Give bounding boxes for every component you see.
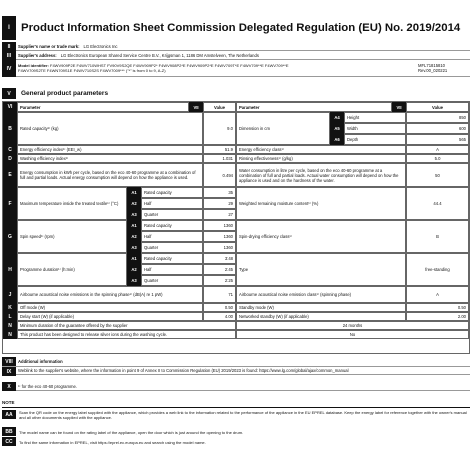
supplier-address-value: LG Electronics European Shared Service Centre B.V., Krijgsman 1, 1186 DM Amstelveen, The Netherlands bbox=[60, 52, 259, 58]
sub-label: Rated capacity bbox=[141, 187, 203, 198]
sub-code: A1 bbox=[127, 220, 141, 231]
parameter-label: Minimum duration of the guarantee offered by the supplier bbox=[17, 321, 236, 330]
section-number: II bbox=[2, 42, 16, 51]
sub-code: A1 bbox=[127, 187, 141, 198]
parameter-value: A bbox=[406, 286, 469, 303]
parameter-label: Maximum temperature inside the treated textile¹⁾ (°C) bbox=[17, 187, 127, 220]
supplier-block bbox=[2, 42, 470, 77]
parameter-value: 5.0 bbox=[406, 154, 469, 163]
section-number: X bbox=[2, 382, 16, 391]
parameter-label: Delay start (W) (if applicable) bbox=[17, 312, 203, 321]
row-code: D bbox=[3, 154, 17, 163]
parameter-label: Washing efficiency index¹⁾ bbox=[17, 154, 203, 163]
sub-value: 600 bbox=[406, 123, 469, 134]
sub-label: Half bbox=[141, 264, 203, 275]
parameter-value: 51.9 bbox=[203, 145, 236, 154]
row-code: N bbox=[3, 321, 17, 330]
sub-label: Half bbox=[141, 198, 203, 209]
row-code: B bbox=[3, 112, 17, 145]
sub-row bbox=[127, 198, 236, 209]
parameter-value: 4.00 bbox=[203, 312, 236, 321]
title-row bbox=[2, 16, 470, 40]
row-code: K bbox=[3, 303, 17, 312]
parameter-value: 2.00 bbox=[406, 312, 469, 321]
note-title: NOTE bbox=[2, 400, 470, 408]
supplier-address-label: Supplier's address: bbox=[18, 52, 57, 58]
row-code: L bbox=[3, 312, 17, 321]
section-number: III bbox=[2, 51, 16, 60]
parameter-label: Weighted remaining moisture content¹⁾ (%) bbox=[236, 187, 406, 220]
sub-row bbox=[127, 275, 236, 286]
parameter-label: Type bbox=[236, 253, 406, 286]
row-code: J bbox=[3, 286, 17, 303]
parameter-value: 0.50 bbox=[406, 303, 469, 312]
column-header-value: Value bbox=[203, 102, 236, 112]
parameter-label: Spin speed¹⁾ (rpm) bbox=[17, 220, 127, 253]
parameter-value: 44.4 bbox=[406, 187, 469, 220]
table-row bbox=[3, 303, 469, 312]
column-header-code: VII bbox=[189, 102, 203, 112]
table-header-row bbox=[3, 102, 469, 112]
row-code: IX bbox=[2, 367, 16, 376]
table-row bbox=[3, 145, 469, 154]
model-identifier-label: Model identifier: bbox=[18, 63, 49, 68]
supplier-address-row bbox=[2, 51, 470, 60]
sub-label: Depth bbox=[344, 134, 406, 145]
sub-code: A2 bbox=[127, 231, 141, 242]
spin-subtable bbox=[127, 220, 236, 253]
document-code bbox=[418, 60, 470, 76]
sub-row bbox=[330, 134, 469, 145]
model-identifier-row bbox=[2, 60, 470, 77]
note-text: To find the same information in EPREL, visit https://eprel.ec.europa.eu and search using the model name. bbox=[19, 439, 206, 445]
sub-row bbox=[127, 242, 236, 253]
parameter-label: Energy efficiency index¹⁾ (EEI_w) bbox=[17, 145, 203, 154]
supplier-name-row bbox=[2, 42, 470, 51]
sub-label: Quarter bbox=[141, 275, 203, 286]
sub-label: Half bbox=[141, 231, 203, 242]
note-item bbox=[2, 427, 470, 437]
row-code: F bbox=[3, 187, 17, 220]
supplier-name-value: LG Electronics Inc bbox=[83, 43, 118, 49]
section-number: V bbox=[2, 88, 16, 99]
sub-value: 565 bbox=[406, 134, 469, 145]
parameter-label: Networked standby (W) (if applicable) bbox=[236, 312, 406, 321]
note-text: Scan the QR code on the energy label supplied with the appliance, which provides a web link to the information related to the performance of the appliance in the EU EPREL database. Keep the energy label for reference together with the owner's manual and all other documents supplied with the appliance. bbox=[19, 410, 467, 420]
parameter-label: Dimension in cm bbox=[236, 112, 330, 145]
weblink-text: Weblink to the supplier's website, where the information in point 9 of Annex II to Commission Regulation (EU) 2019/2023 is found: https://www.lg.com/global/ajax/common_manual bbox=[18, 368, 349, 373]
parameter-value: 9.0 bbox=[203, 112, 236, 145]
footnote-text: ¹⁾ for the eco 40-60 programme. bbox=[18, 383, 77, 389]
parameter-label: Energy efficiency class¹⁾ bbox=[236, 145, 406, 154]
table-row bbox=[3, 187, 469, 220]
document-revision: Rev.00_020221 bbox=[418, 68, 448, 73]
parameter-label: Energy consumption in kWh per cycle, based on the eco 40-60 programme at a combination of full and partial loads. Actual energy consumption will depend on how the appliance is used. bbox=[17, 163, 203, 187]
parameter-value: 50 bbox=[406, 163, 469, 187]
sub-row bbox=[127, 264, 236, 275]
parameter-value: 24 months bbox=[236, 321, 469, 330]
sub-label: Rated capacity bbox=[141, 253, 203, 264]
note-item bbox=[2, 410, 470, 427]
parameter-value: 1.031 bbox=[203, 154, 236, 163]
sub-value: 27 bbox=[203, 209, 236, 220]
parameter-value: B bbox=[406, 220, 469, 253]
section-title: Additional information bbox=[18, 359, 63, 364]
column-header-parameter: Parameter bbox=[17, 102, 189, 112]
sub-row bbox=[330, 112, 469, 123]
sub-code: A3 bbox=[127, 242, 141, 253]
parameter-label: Off mode (W) bbox=[17, 303, 203, 312]
sub-value: 2:45 bbox=[203, 264, 236, 275]
table-row bbox=[3, 253, 469, 286]
sub-code: A5 bbox=[330, 123, 344, 134]
additional-header bbox=[2, 357, 470, 366]
model-identifier-text bbox=[16, 60, 418, 76]
parameter-label: This product has been designed to release silver ions during the washing cycle. bbox=[17, 330, 236, 339]
column-header-parameter: Parameter bbox=[236, 102, 392, 112]
parameter-label: Airbourne acoustical noise emissions in the spinning phase¹⁾ (dB(A) re 1 pW) bbox=[17, 286, 203, 303]
sub-label: Quarter bbox=[141, 209, 203, 220]
parameters-table bbox=[2, 101, 470, 354]
sub-value: 1360 bbox=[203, 242, 236, 253]
row-code: VI bbox=[3, 102, 17, 112]
parameter-value: A bbox=[406, 145, 469, 154]
sub-row bbox=[127, 253, 236, 264]
note-code: BB bbox=[2, 427, 16, 436]
sub-value: 1360 bbox=[203, 220, 236, 231]
sub-label: Width bbox=[344, 123, 406, 134]
model-identifier-list-1: F4WV909P2E F4WV710WHST FV90V9S2QE F4WV909P2* F4WV908P2*E F4WV909P2*E F4WV709T*E F4WV709**E F4WV709**E bbox=[50, 63, 289, 68]
note-section bbox=[2, 400, 470, 447]
sub-code: A3 bbox=[127, 209, 141, 220]
table-row bbox=[3, 112, 469, 145]
sub-code: A6 bbox=[330, 134, 344, 145]
dimension-subtable bbox=[330, 112, 469, 145]
note-code: AA bbox=[2, 410, 16, 419]
sub-value: 35 bbox=[203, 187, 236, 198]
sub-value: 3:48 bbox=[203, 253, 236, 264]
sub-code: A2 bbox=[127, 198, 141, 209]
general-parameters-header bbox=[2, 88, 470, 99]
parameter-label: Spin-drying efficiency class¹⁾ bbox=[236, 220, 406, 253]
note-text: The model name can be found on the rating label of the appliance, open the door which is just around the opening to the drum. bbox=[19, 429, 244, 435]
row-code: E bbox=[3, 163, 17, 187]
parameter-label: Standby mode (W) bbox=[236, 303, 406, 312]
sub-row bbox=[330, 123, 469, 134]
sub-code: A1 bbox=[127, 253, 141, 264]
table-row bbox=[3, 220, 469, 253]
table-row bbox=[3, 312, 469, 321]
weblink-row bbox=[2, 366, 470, 375]
parameter-label: Rinsing effectiveness¹⁾ (g/kg) bbox=[236, 154, 406, 163]
table-row bbox=[3, 163, 469, 187]
sub-label: Height bbox=[344, 112, 406, 123]
parameter-label: Airbourne acoustical noise emission class¹⁾ (spinning phase) bbox=[236, 286, 406, 303]
column-header-code: VII bbox=[392, 102, 406, 112]
model-identifier-list-2: F4WV709S2TE F4WN709S1E F4WV710S2S F4WV7009*** ("*" is from 0 to 9, A-Z) bbox=[18, 68, 166, 73]
table-row bbox=[3, 321, 469, 330]
sub-label: Quarter bbox=[141, 242, 203, 253]
row-code: C bbox=[3, 145, 17, 154]
sub-code: A2 bbox=[127, 264, 141, 275]
sub-row bbox=[127, 220, 236, 231]
supplier-name-label: Supplier's name or trade mark: bbox=[18, 43, 80, 49]
parameter-label: Water consumption in litre per cycle, based on the eco 40-60 programme at a combination of full and partial loads. Actual water consumption will depend on how the appliance is used and on the hardness of the water. bbox=[236, 163, 406, 187]
parameter-value: 0.50 bbox=[203, 303, 236, 312]
additional-information bbox=[2, 357, 470, 375]
parameter-value: 71 bbox=[203, 286, 236, 303]
section-number: I bbox=[2, 16, 16, 40]
table-row bbox=[3, 286, 469, 303]
sub-row bbox=[127, 209, 236, 220]
sub-value: 2:25 bbox=[203, 275, 236, 286]
parameter-value: No bbox=[236, 330, 469, 339]
note-item bbox=[2, 437, 470, 447]
note-code: CC bbox=[2, 437, 16, 446]
sub-value: 850 bbox=[406, 112, 469, 123]
sub-code: A3 bbox=[127, 275, 141, 286]
section-title: General product parameters bbox=[21, 90, 109, 97]
sub-row bbox=[127, 231, 236, 242]
row-code: G bbox=[3, 220, 17, 253]
table-row bbox=[3, 330, 469, 339]
document-code-number: MFL71815810 bbox=[418, 63, 446, 68]
column-header-value: Value bbox=[406, 102, 469, 112]
page-title: Product Information Sheet Commission Delegated Regulation (EU) No. 2019/2014 bbox=[21, 22, 461, 34]
parameter-value: 0.494 bbox=[203, 163, 236, 187]
parameter-label: Rated capacity¹⁾ (kg) bbox=[17, 112, 203, 145]
section-number: VIII bbox=[2, 357, 16, 366]
sub-code: A4 bbox=[330, 112, 344, 123]
row-code: N bbox=[3, 330, 17, 339]
sub-label: Rated capacity bbox=[141, 220, 203, 231]
section-number: IV bbox=[2, 60, 16, 77]
sub-value: 29 bbox=[203, 198, 236, 209]
footnote-row bbox=[2, 382, 470, 391]
sub-value: 1360 bbox=[203, 231, 236, 242]
table-row bbox=[3, 154, 469, 163]
temperature-subtable bbox=[127, 187, 236, 220]
sub-row bbox=[127, 187, 236, 198]
parameter-value: free-standing bbox=[406, 253, 469, 286]
row-code: H bbox=[3, 253, 17, 286]
duration-subtable bbox=[127, 253, 236, 286]
parameter-label: Programme duration¹⁾ (h:min) bbox=[17, 253, 127, 286]
